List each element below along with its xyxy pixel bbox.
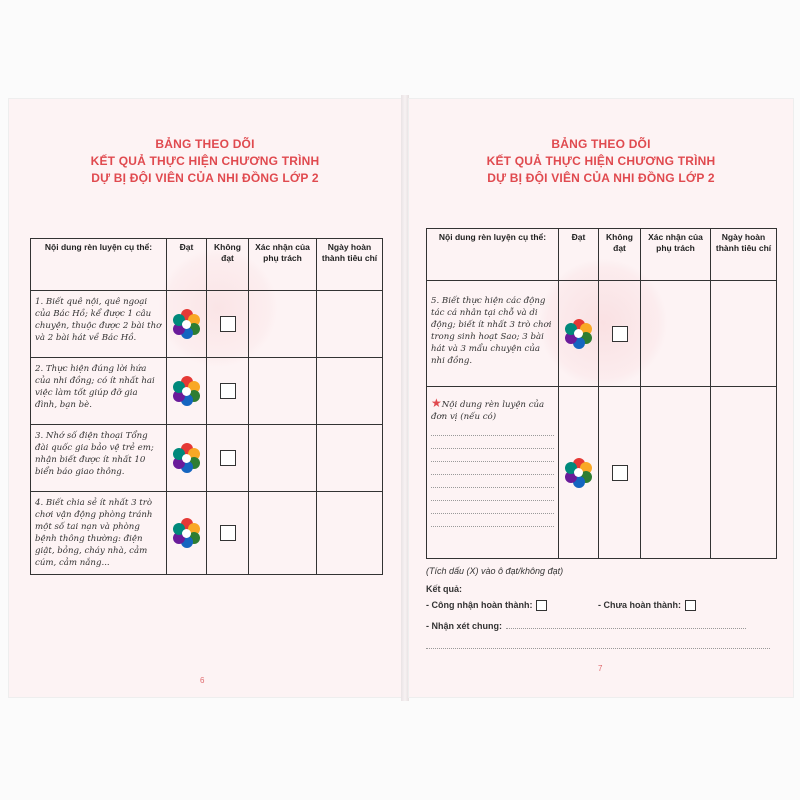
result-label: Kết quả: bbox=[426, 584, 462, 594]
star-icon: ★ bbox=[431, 396, 442, 410]
row-content: 4. Biết chia sẻ ít nhất 3 trò chơi vận động phòng tránh một số tai nạn và phòng bệnh thông thường: điện giật, bỏng, cháy nhà, cảm cúm, cảm nắng... bbox=[31, 492, 167, 575]
header-confirm: Xác nhận của phụ trách bbox=[641, 229, 711, 281]
fail-checkbox[interactable] bbox=[612, 465, 628, 481]
pass-cell bbox=[167, 492, 207, 575]
date-cell[interactable] bbox=[317, 358, 383, 425]
confirm-cell[interactable] bbox=[641, 281, 711, 387]
right-title bbox=[408, 136, 794, 187]
comment-line[interactable] bbox=[426, 640, 770, 649]
recognized-label: - Công nhận hoàn thành: bbox=[426, 600, 533, 610]
pass-cell bbox=[167, 425, 207, 492]
dotted-line[interactable] bbox=[431, 423, 554, 436]
flower-center bbox=[182, 320, 191, 329]
fail-cell bbox=[599, 281, 641, 387]
star-flower-icon bbox=[172, 376, 202, 406]
star-flower-icon bbox=[564, 458, 594, 488]
star-flower-icon bbox=[172, 309, 202, 339]
title-line-3: DỰ BỊ ĐỘI VIÊN CỦA NHI ĐỒNG LỚP 2 bbox=[91, 171, 319, 185]
title-line-2: KẾT QUẢ THỰC HIỆN CHƯƠNG TRÌNH bbox=[486, 154, 716, 168]
table-header-row bbox=[427, 229, 777, 281]
title-line-2: KẾT QUẢ THỰC HIỆN CHƯƠNG TRÌNH bbox=[90, 154, 320, 168]
comment-label: - Nhận xét chung: bbox=[426, 621, 502, 631]
header-date: Ngày hoàn thành tiêu chí bbox=[711, 229, 777, 281]
header-pass: Đạt bbox=[167, 239, 207, 291]
right-page bbox=[408, 98, 794, 698]
comment-line[interactable] bbox=[506, 620, 746, 629]
fail-cell bbox=[207, 425, 249, 492]
dotted-line[interactable] bbox=[431, 475, 554, 488]
left-page bbox=[8, 98, 402, 698]
table-header-row bbox=[31, 239, 383, 291]
dotted-line[interactable] bbox=[431, 501, 554, 514]
date-cell[interactable] bbox=[317, 425, 383, 492]
fail-checkbox[interactable] bbox=[220, 525, 236, 541]
title-line-1: BẢNG THEO DÕI bbox=[155, 137, 255, 151]
star-flower-icon bbox=[172, 518, 202, 548]
confirm-cell[interactable] bbox=[249, 492, 317, 575]
star-flower-icon bbox=[564, 319, 594, 349]
title-line-3: DỰ BỊ ĐỘI VIÊN CỦA NHI ĐỒNG LỚP 2 bbox=[487, 171, 715, 185]
unit-content-label: Nội dung rèn luyện của đơn vị (nếu có) bbox=[431, 400, 545, 422]
title-line-1: BẢNG THEO DÕI bbox=[551, 137, 651, 151]
table-row bbox=[31, 425, 383, 492]
row-content: 5. Biết thực hiện các động tác cá nhân tại chỗ và di động; biết ít nhất 3 trò chơi trong sinh hoạt Sao; 3 bài hát và 3 mẩu chuyện của nhi đồng. bbox=[427, 281, 559, 387]
star-flower-icon bbox=[172, 443, 202, 473]
table-row bbox=[31, 358, 383, 425]
page-number-right: 7 bbox=[598, 664, 603, 673]
header-fail: Không đạt bbox=[599, 229, 641, 281]
incomplete-row bbox=[598, 600, 696, 611]
fail-cell bbox=[207, 358, 249, 425]
incomplete-checkbox[interactable] bbox=[685, 600, 696, 611]
incomplete-label: - Chưa hoàn thành: bbox=[598, 600, 682, 610]
row-content: 1. Biết quê nội, quê ngoại của Bác Hồ; kể được 1 câu chuyện, thuộc được 2 bài thơ và 2 bài hát về Bác Hồ. bbox=[31, 291, 167, 358]
footer-note: (Tích dấu (X) vào ô đạt/không đạt) bbox=[426, 566, 564, 576]
flower-center bbox=[574, 468, 583, 477]
comment-row bbox=[426, 620, 746, 631]
row-content: 3. Nhớ số điện thoại Tổng đài quốc gia bảo vệ trẻ em; nhận biết được ít nhất 10 biển báo giao thông. bbox=[31, 425, 167, 492]
row-content-unit bbox=[427, 387, 559, 559]
date-cell[interactable] bbox=[711, 281, 777, 387]
date-cell[interactable] bbox=[317, 492, 383, 575]
fail-checkbox[interactable] bbox=[220, 450, 236, 466]
dotted-line[interactable] bbox=[431, 449, 554, 462]
pass-cell bbox=[167, 291, 207, 358]
dotted-line[interactable] bbox=[431, 488, 554, 501]
pass-cell bbox=[559, 281, 599, 387]
flower-center bbox=[182, 529, 191, 538]
confirm-cell[interactable] bbox=[249, 358, 317, 425]
confirm-cell[interactable] bbox=[249, 291, 317, 358]
table-row bbox=[31, 492, 383, 575]
dotted-line[interactable] bbox=[431, 514, 554, 527]
header-date: Ngày hoàn thành tiêu chí bbox=[317, 239, 383, 291]
confirm-cell[interactable] bbox=[249, 425, 317, 492]
date-cell[interactable] bbox=[317, 291, 383, 358]
header-content: Nội dung rèn luyện cụ thể: bbox=[427, 229, 559, 281]
header-pass: Đạt bbox=[559, 229, 599, 281]
row-content: 2. Thực hiện đúng lời hứa của nhi đồng; có ít nhất hai việc làm tốt giúp đỡ gia đình, bạn bè. bbox=[31, 358, 167, 425]
left-tracking-table bbox=[30, 238, 383, 575]
date-cell[interactable] bbox=[711, 387, 777, 559]
fail-checkbox[interactable] bbox=[612, 326, 628, 342]
table-row bbox=[427, 387, 777, 559]
pass-cell bbox=[559, 387, 599, 559]
flower-center bbox=[574, 329, 583, 338]
fail-checkbox[interactable] bbox=[220, 383, 236, 399]
fail-checkbox[interactable] bbox=[220, 316, 236, 332]
dotted-line[interactable] bbox=[431, 436, 554, 449]
page-number-left: 6 bbox=[200, 676, 205, 685]
recognized-checkbox[interactable] bbox=[536, 600, 547, 611]
flower-center bbox=[182, 387, 191, 396]
right-tracking-table bbox=[426, 228, 777, 559]
comment-extra-row bbox=[426, 640, 770, 651]
table-row bbox=[31, 291, 383, 358]
dotted-line[interactable] bbox=[431, 462, 554, 475]
confirm-cell[interactable] bbox=[641, 387, 711, 559]
header-content: Nội dung rèn luyện cụ thể: bbox=[31, 239, 167, 291]
flower-center bbox=[182, 454, 191, 463]
pass-cell bbox=[167, 358, 207, 425]
header-fail: Không đạt bbox=[207, 239, 249, 291]
fail-cell bbox=[207, 291, 249, 358]
fail-cell bbox=[599, 387, 641, 559]
left-title bbox=[8, 136, 402, 187]
header-confirm: Xác nhận của phụ trách bbox=[249, 239, 317, 291]
table-row bbox=[427, 281, 777, 387]
fail-cell bbox=[207, 492, 249, 575]
recognized-row bbox=[426, 600, 547, 611]
